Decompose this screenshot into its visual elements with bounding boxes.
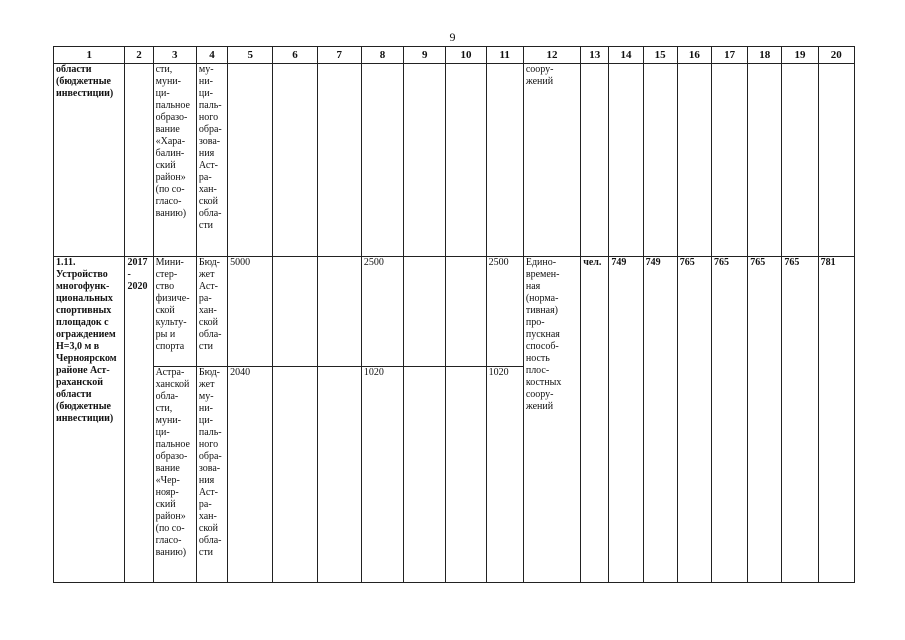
- executor-cell: Астра- ханской обла- сти, муни- ци- пальное образо- вание «Чер- нояр- ский район» (по со- гласо- ванию): [153, 367, 196, 583]
- indicator-cell: Едино- времен- ная (норма- тивная) про- пускная способ- ность плос- костных соору- жений: [523, 257, 580, 583]
- table-cell: [317, 367, 361, 583]
- period-cell: 2017 - 2020: [125, 257, 153, 583]
- amount-total-cell: 2040: [228, 367, 273, 583]
- table-cell: [446, 257, 486, 367]
- amount-cell: 1020: [486, 367, 523, 583]
- indicator-value-cell: 749: [609, 257, 643, 583]
- column-header: 9: [404, 47, 446, 64]
- amount-cell: 1020: [361, 367, 403, 583]
- table-cell: [404, 257, 446, 367]
- table-cell: [711, 64, 747, 257]
- table-cell: [609, 64, 643, 257]
- table-cell: [404, 64, 446, 257]
- indicator-value-cell: 765: [711, 257, 747, 583]
- indicator-value-cell: 765: [677, 257, 711, 583]
- column-header: 1: [54, 47, 125, 64]
- column-header: 11: [486, 47, 523, 64]
- indicator-cell: соору- жений: [523, 64, 580, 257]
- table-cell: [677, 64, 711, 257]
- amount-cell: 2500: [486, 257, 523, 367]
- table-cell: [125, 64, 153, 257]
- page-number: 9: [449, 30, 456, 44]
- program-table: [53, 46, 855, 583]
- table-cell: [273, 257, 317, 367]
- amount-total-cell: 5000: [228, 257, 273, 367]
- table-cell: [581, 64, 609, 257]
- column-header: 19: [782, 47, 818, 64]
- item-row-regional: [54, 257, 855, 367]
- table-cell: [486, 64, 523, 257]
- column-header: 20: [818, 47, 854, 64]
- activity-name-cell: области (бюджетные инвестиции): [54, 64, 125, 257]
- table-cell: [273, 367, 317, 583]
- table-cell: [782, 64, 818, 257]
- amount-cell: 2500: [361, 257, 403, 367]
- funding-source-cell: Бюд- жет му- ни- ци- паль- ного обра- зова- ния Аст- ра- хан- ской обла- сти: [196, 367, 227, 583]
- indicator-value-cell: 765: [748, 257, 782, 583]
- column-header: 13: [581, 47, 609, 64]
- column-header: 14: [609, 47, 643, 64]
- table-cell: [361, 64, 403, 257]
- table-cell: [317, 257, 361, 367]
- table-cell: [446, 367, 486, 583]
- activity-name-cell: 1.11. Устройство многофунк- циональных спортивных площадок с ограждением H=3,0 м в Черноярском районе Аст- раханской области (бюджетные инвестиции): [54, 257, 125, 583]
- column-header: 5: [228, 47, 273, 64]
- column-header: 4: [196, 47, 227, 64]
- funding-source-cell: му- ни- ци- паль- ного обра- зова- ния Аст- ра- хан- ской обла- сти: [196, 64, 227, 257]
- table-cell: [317, 64, 361, 257]
- column-header: 2: [125, 47, 153, 64]
- executor-cell: Мини- стер- ство физиче- ской культу- ры и спорта: [153, 257, 196, 367]
- table-cell: [228, 64, 273, 257]
- continuation-row: [54, 64, 855, 257]
- column-header: 10: [446, 47, 486, 64]
- table-cell: [404, 367, 446, 583]
- table-cell: [818, 64, 854, 257]
- table-cell: [748, 64, 782, 257]
- indicator-value-cell: 781: [818, 257, 854, 583]
- funding-source-cell: Бюд- жет Аст- ра- хан- ской обла- сти: [196, 257, 227, 367]
- executor-cell: сти, муни- ци- пальное образо- вание «Хара- балин- ский район» (по со- гласо- ванию): [153, 64, 196, 257]
- column-header: 17: [711, 47, 747, 64]
- column-number-row: [54, 47, 855, 64]
- table-cell: [273, 64, 317, 257]
- column-header: 18: [748, 47, 782, 64]
- column-header: 6: [273, 47, 317, 64]
- indicator-value-cell: 749: [643, 257, 677, 583]
- indicator-value-cell: 765: [782, 257, 818, 583]
- column-header: 12: [523, 47, 580, 64]
- table-cell: [643, 64, 677, 257]
- column-header: 8: [361, 47, 403, 64]
- unit-cell: чел.: [581, 257, 609, 583]
- column-header: 3: [153, 47, 196, 64]
- column-header: 15: [643, 47, 677, 64]
- column-header: 16: [677, 47, 711, 64]
- table-cell: [446, 64, 486, 257]
- column-header: 7: [317, 47, 361, 64]
